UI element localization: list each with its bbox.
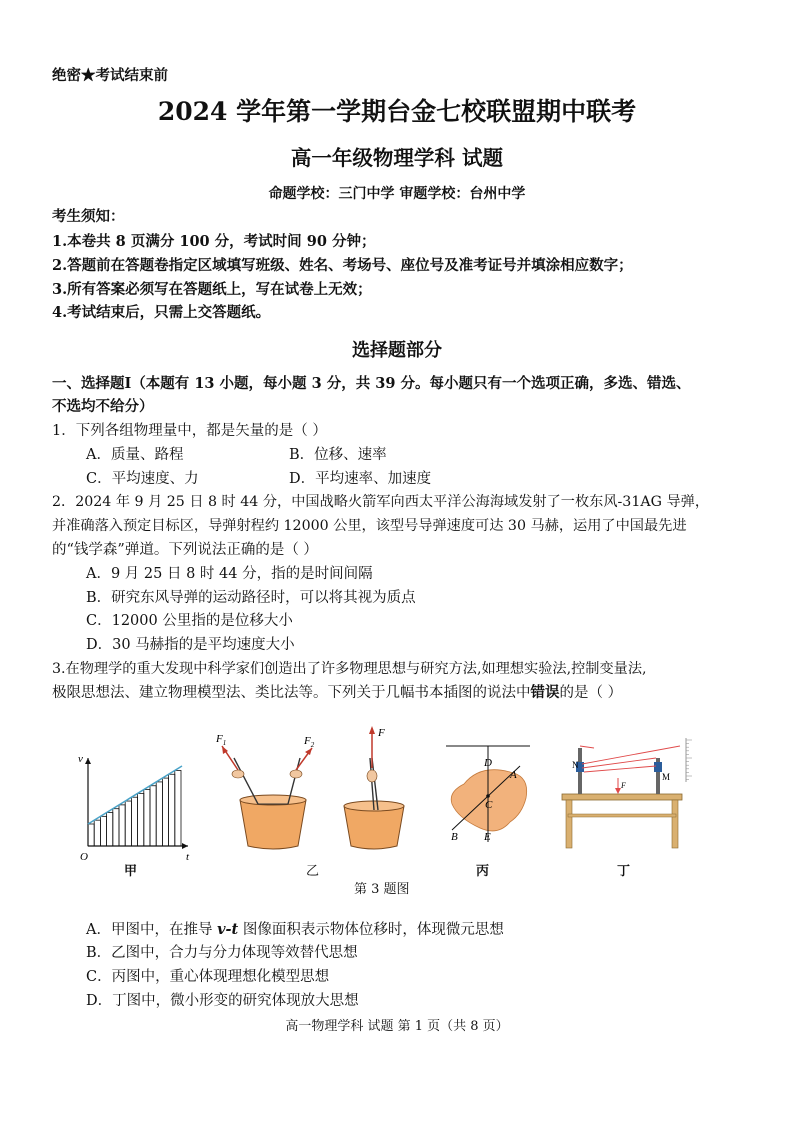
jia-o-label: O <box>80 851 88 863</box>
yi-f-label: F <box>378 727 385 739</box>
figure-bing-plate <box>446 746 530 843</box>
q2-option-a: A．9 月 25 日 8 时 44 分，指的是时间间隔 <box>86 566 373 582</box>
exam-subtitle: 高一年级物理学科 试题 <box>290 146 504 170</box>
q1-option-a: A．质量、路程 <box>86 447 184 463</box>
yi-f2-label: $F_2$ <box>304 735 315 749</box>
jia-bar <box>169 774 175 846</box>
q3-option-d: D．丁图中，微小形变的研究体现放大思想 <box>86 993 359 1009</box>
q3-stem-post: 的是（ ） <box>559 685 623 701</box>
jia-bar <box>125 801 131 846</box>
q1-option-b: B．位移、速率 <box>289 447 387 463</box>
bing-b-label: B <box>451 831 458 843</box>
q3-stem-line1: 3.在物理学的重大发现中科学家们创造出了许多物理思想与研究方法,如理想实验法,控制变量法, <box>52 661 647 677</box>
page-footer: 高一物理学科 试题 第 1 页（共 8 页） <box>285 1019 509 1034</box>
figure-jia-graph <box>78 753 190 863</box>
q2-option-b: B．研究东风导弹的运动路径时，可以将其视为质点 <box>86 590 416 606</box>
jia-bar <box>131 797 137 846</box>
q3-stem-pre: 极限思想法、建立物理模型法、类比法等。下列关于几幅书本插图的说法中 <box>52 685 531 701</box>
q3-option-c: C．丙图中，重心体现理想化模型思想 <box>86 969 330 985</box>
notice-item-1: 1.本卷共 8 页满分 100 分，考试时间 90 分钟； <box>52 233 376 250</box>
q3-option-b: B．乙图中，合力与分力体现等效替代思想 <box>86 945 358 961</box>
ding-m-label: M <box>662 772 671 782</box>
bing-e-label: E <box>484 831 491 843</box>
q1-option-d: D．平均速率、加速度 <box>289 471 432 487</box>
q2-stem-line2: 并准确落入预定目标区，导弹射程约 12000 公里，该型号导弹速度可达 30 马赫，运用了中国最先进 <box>52 518 687 534</box>
jia-bar <box>113 809 119 846</box>
ding-n-label: N <box>572 760 579 770</box>
jia-v-label: v <box>78 753 83 765</box>
figure-ding-table <box>562 738 692 848</box>
figure-caption: 第 3 题图 <box>354 882 410 897</box>
jia-t-label: t <box>186 851 190 863</box>
figure-label-ding: 丁 <box>617 864 631 879</box>
schools-line: 命题学校：三门中学 审题学校：台州中学 <box>268 186 526 202</box>
jia-bar <box>138 793 144 846</box>
jia-bar <box>156 782 162 846</box>
bing-c-label: C <box>485 799 493 811</box>
bing-a-label: A <box>510 769 517 781</box>
secret-label: 绝密★考试结束前 <box>52 67 168 84</box>
notice-item-2: 2.答题前在答题卷指定区域填写班级、姓名、考场号、座位号及准考证号并填涂相应数字； <box>52 257 633 274</box>
q1-stem: 1．下列各组物理量中，都是矢量的是（ ） <box>52 423 327 439</box>
yi-f1-label: $F_1$ <box>216 733 227 747</box>
q1-option-c: C．平均速度、力 <box>86 471 199 487</box>
section-title: 选择题部分 <box>352 340 442 361</box>
jia-bar <box>88 824 94 846</box>
part1-heading-line1: 一、选择题Ⅰ（本题有 13 小题，每小题 3 分，共 39 分。每小题只有一个选项正确，多选、错选、 <box>52 375 691 392</box>
q3-stem-line2 <box>52 683 622 703</box>
figure-yi-bucket <box>215 733 315 849</box>
notice-item-3: 3.所有答案必须写在答题纸上，写在试卷上无效； <box>52 281 372 298</box>
jia-bar <box>162 778 168 846</box>
notice-heading: 考生须知： <box>52 208 125 225</box>
q2-option-c: C．12000 公里指的是位移大小 <box>86 613 293 629</box>
ding-f-label: F <box>621 781 626 790</box>
q3-option-a: A．甲图中，在推导 v-t 图像面积表示物体位移时，体现微元思想 <box>86 921 504 938</box>
jia-bar <box>119 805 125 846</box>
bing-d-label: D <box>484 757 492 769</box>
figure-label-jia: 甲 <box>124 864 138 879</box>
part1-heading-line2: 不选均不给分） <box>52 398 154 415</box>
q2-option-d: D．30 马赫指的是平均速度大小 <box>86 637 295 653</box>
q2-stem-line3: 的“钱学森”弹道。下列说法正确的是（ ） <box>52 542 318 558</box>
jia-bar <box>175 770 181 846</box>
q3-stem-emphasis: 错误 <box>530 684 560 701</box>
figure-label-bing: 丙 <box>476 864 490 879</box>
jia-bar <box>100 816 106 846</box>
jia-bar <box>107 813 113 846</box>
notice-item-4: 4.考试结束后，只需上交答题纸。 <box>52 304 271 321</box>
figure-label-yi: 乙 <box>306 864 320 879</box>
jia-bar <box>144 790 150 846</box>
q2-stem-line1: 2．2024 年 9 月 25 日 8 时 44 分，中国战略火箭军向西太平洋公海海域发射了一枚东风-31AG 导弹， <box>52 494 710 510</box>
jia-bar <box>94 820 100 846</box>
figure-yi-single-force <box>344 726 404 849</box>
jia-bar <box>150 786 156 846</box>
exam-title: 2024 学年第一学期台金七校联盟期中联考 <box>157 97 637 126</box>
